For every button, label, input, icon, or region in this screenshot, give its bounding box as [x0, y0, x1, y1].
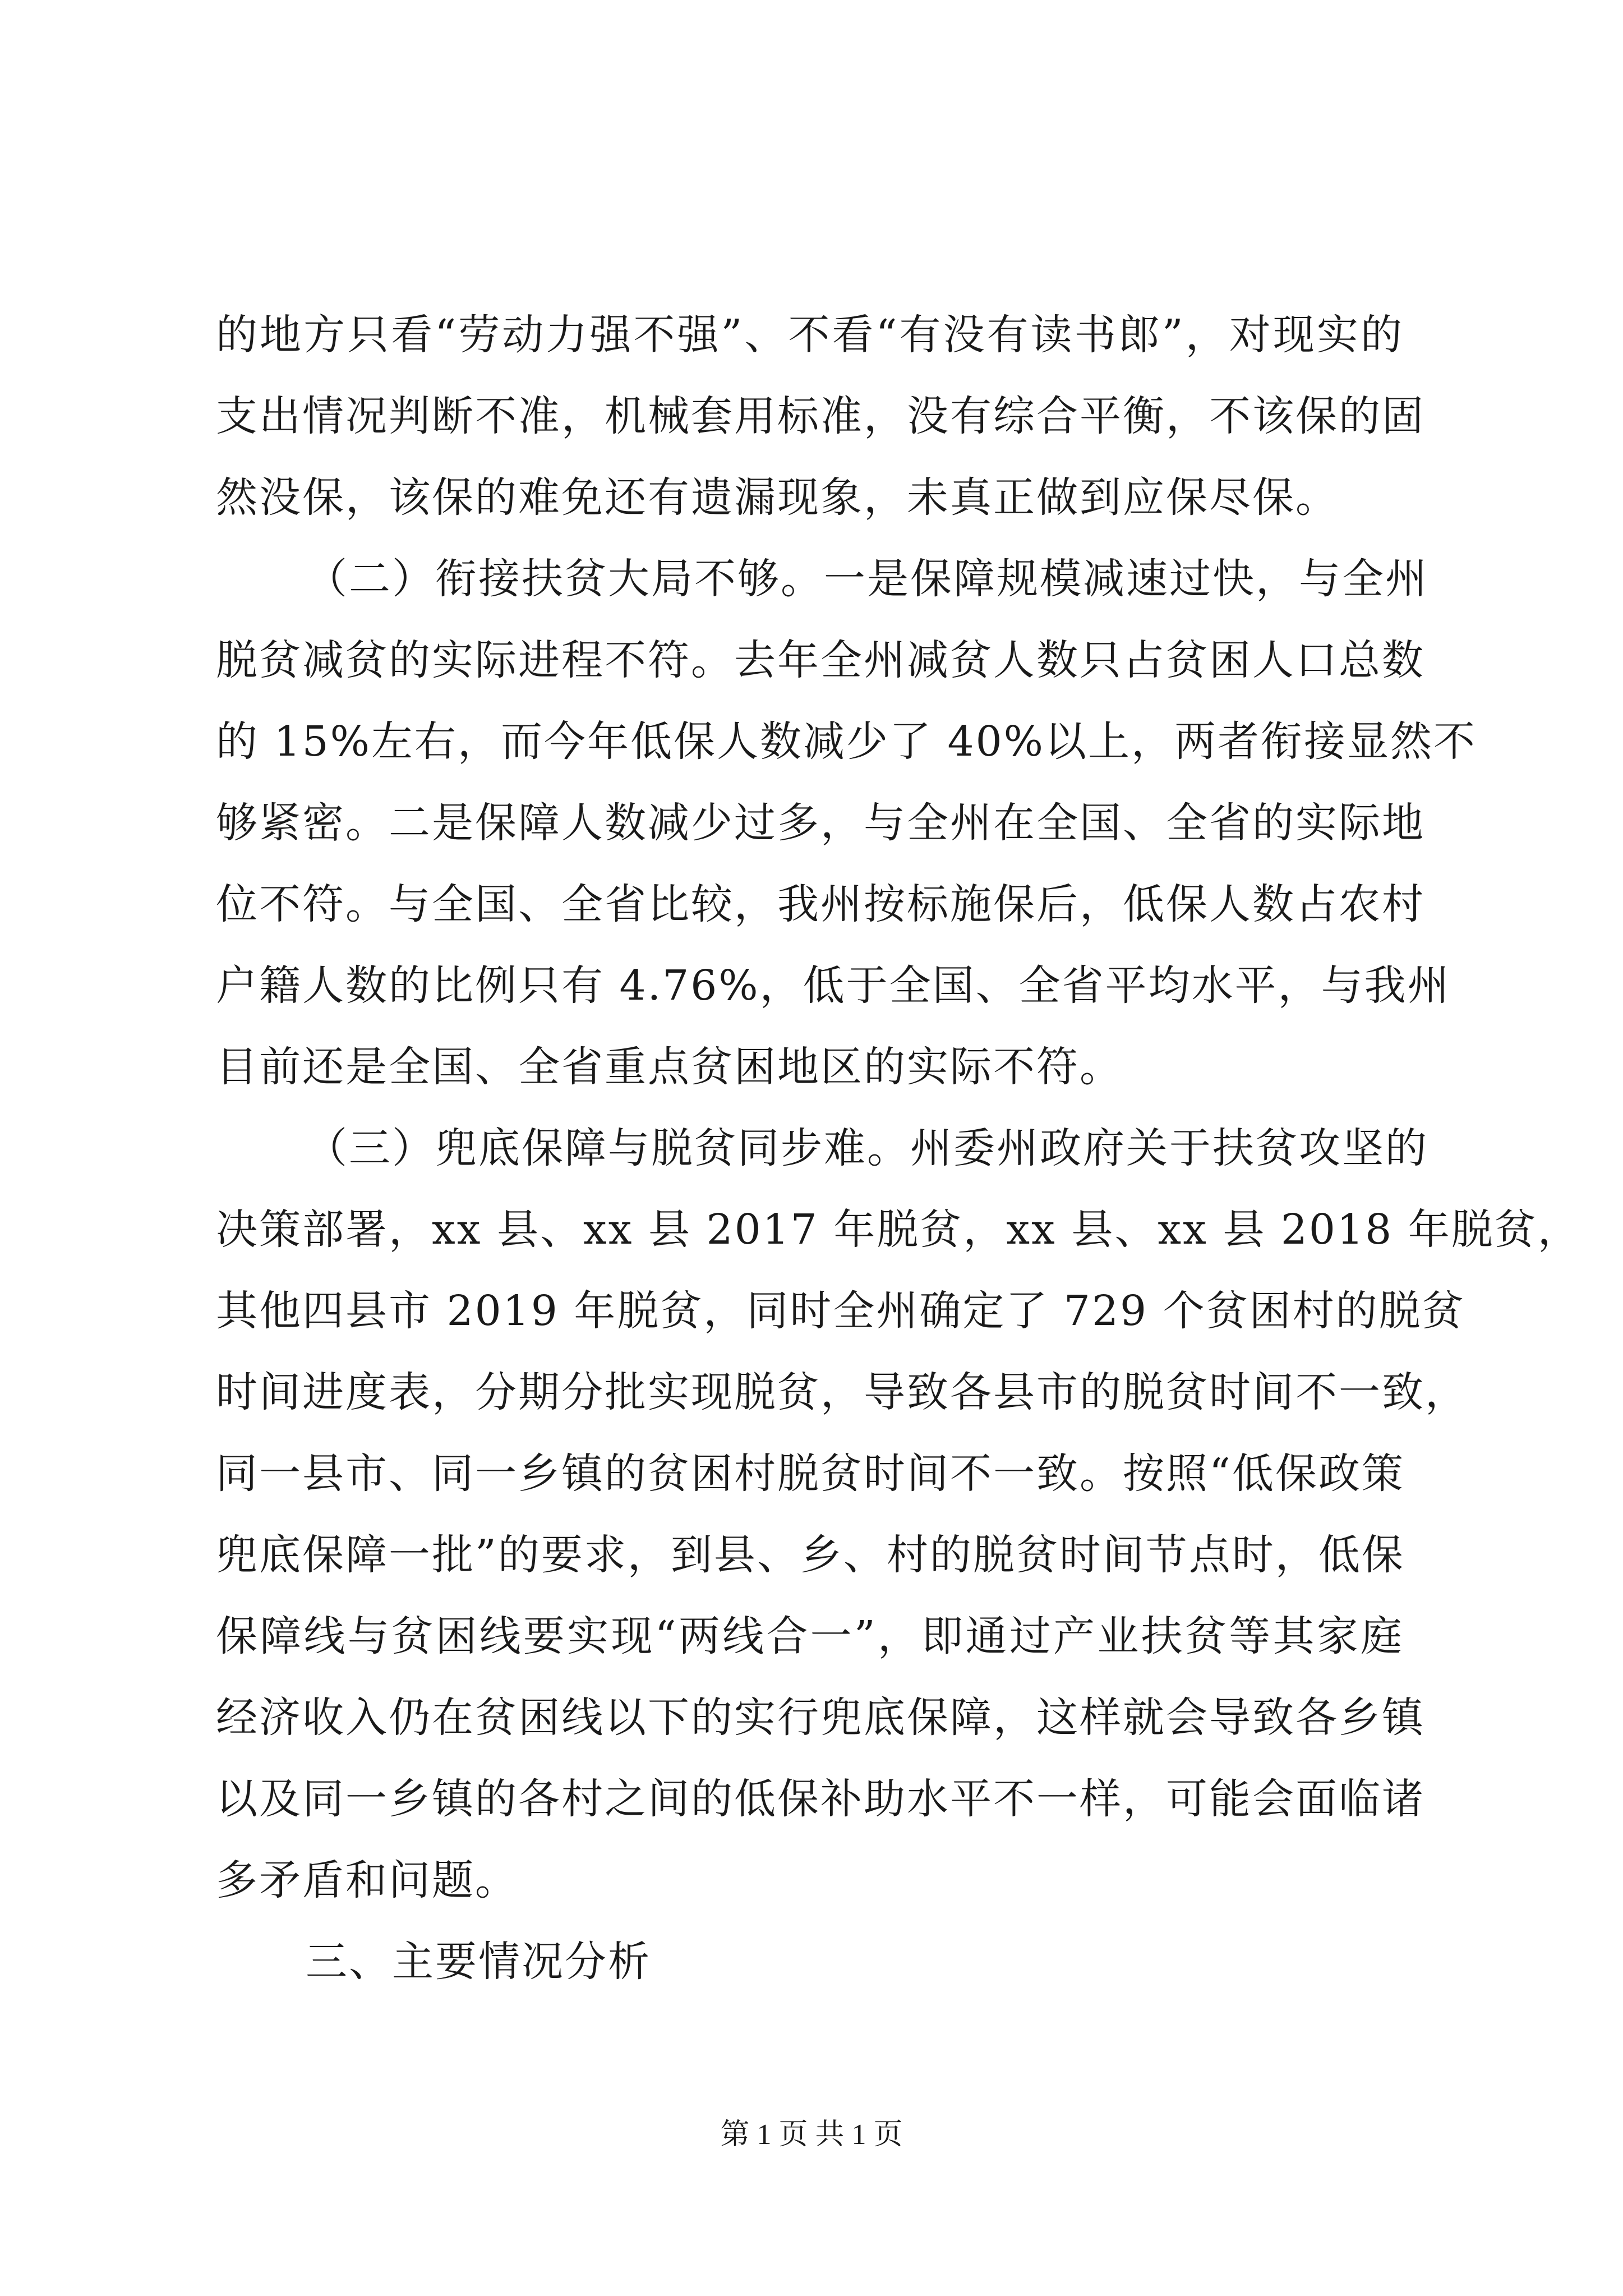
paragraph-line-1: 的地方只看“劳动力强不强”、不看“有没有读书郎”，对现实的	[216, 311, 1404, 359]
paragraph-line-19: 以及同一乡镇的各村之间的低保补助水平不一样，可能会面临诸	[216, 1775, 1425, 1823]
paragraph-line-2: 支出情况判断不准，机械套用标准，没有综合平衡，不该保的固	[216, 392, 1425, 440]
paragraph-line-9: 户籍人数的比例只有 4.76%，低于全国、全省平均水平，与我州	[216, 961, 1451, 1010]
paragraph-line-17: 保障线与贫困线要实现“两线合一”，即通过产业扶贫等其家庭	[216, 1612, 1404, 1660]
paragraph-line-16: 兜底保障一批”的要求，到县、乡、村的脱贫时间节点时，低保	[216, 1531, 1405, 1579]
paragraph-line-3: 然没保，该保的难免还有遗漏现象，未真正做到应保尽保。	[216, 473, 1339, 522]
section-heading-2: （二）衔接扶贫大局不够。一是保障规模减速过快，与全州	[306, 555, 1428, 603]
section-heading-main: 三、主要情况分析	[306, 1938, 651, 1986]
paragraph-line-15: 同一县市、同一乡镇的贫困村脱贫时间不一致。按照“低保政策	[216, 1450, 1405, 1498]
paragraph-line-5: 脱贫减贫的实际进程不符。去年全州减贫人数只占贫困人口总数	[216, 636, 1425, 684]
paragraph-line-13: 其他四县市 2019 年脱贫，同时全州确定了 729 个贫困村的脱贫	[216, 1287, 1465, 1335]
page-number-footer: 第 1 页 共 1 页	[720, 2119, 903, 2151]
paragraph-line-6: 的 15%左右，而今年低保人数减少了 40%以上，两者衔接显然不	[216, 717, 1477, 766]
paragraph-line-18: 经济收入仍在贫困线以下的实行兜底保障，这样就会导致各乡镇	[216, 1694, 1425, 1742]
paragraph-line-12: 决策部署，xx 县、xx 县 2017 年脱贫，xx 县、xx 县 2018 年脱贫，	[216, 1205, 1581, 1254]
paragraph-line-14: 时间进度表，分期分批实现脱贫，导致各县市的脱贫时间不一致，	[216, 1368, 1468, 1416]
paragraph-line-7: 够紧密。二是保障人数减少过多，与全州在全国、全省的实际地	[216, 799, 1425, 847]
section-heading-3: （三）兜底保障与脱贫同步难。州委州政府关于扶贫攻坚的	[306, 1124, 1428, 1172]
paragraph-line-10: 目前还是全国、全省重点贫困地区的实际不符。	[216, 1043, 1123, 1091]
paragraph-line-8: 位不符。与全国、全省比较，我州按标施保后，低保人数占农村	[216, 880, 1425, 928]
paragraph-line-20: 多矛盾和问题。	[216, 1856, 518, 1904]
